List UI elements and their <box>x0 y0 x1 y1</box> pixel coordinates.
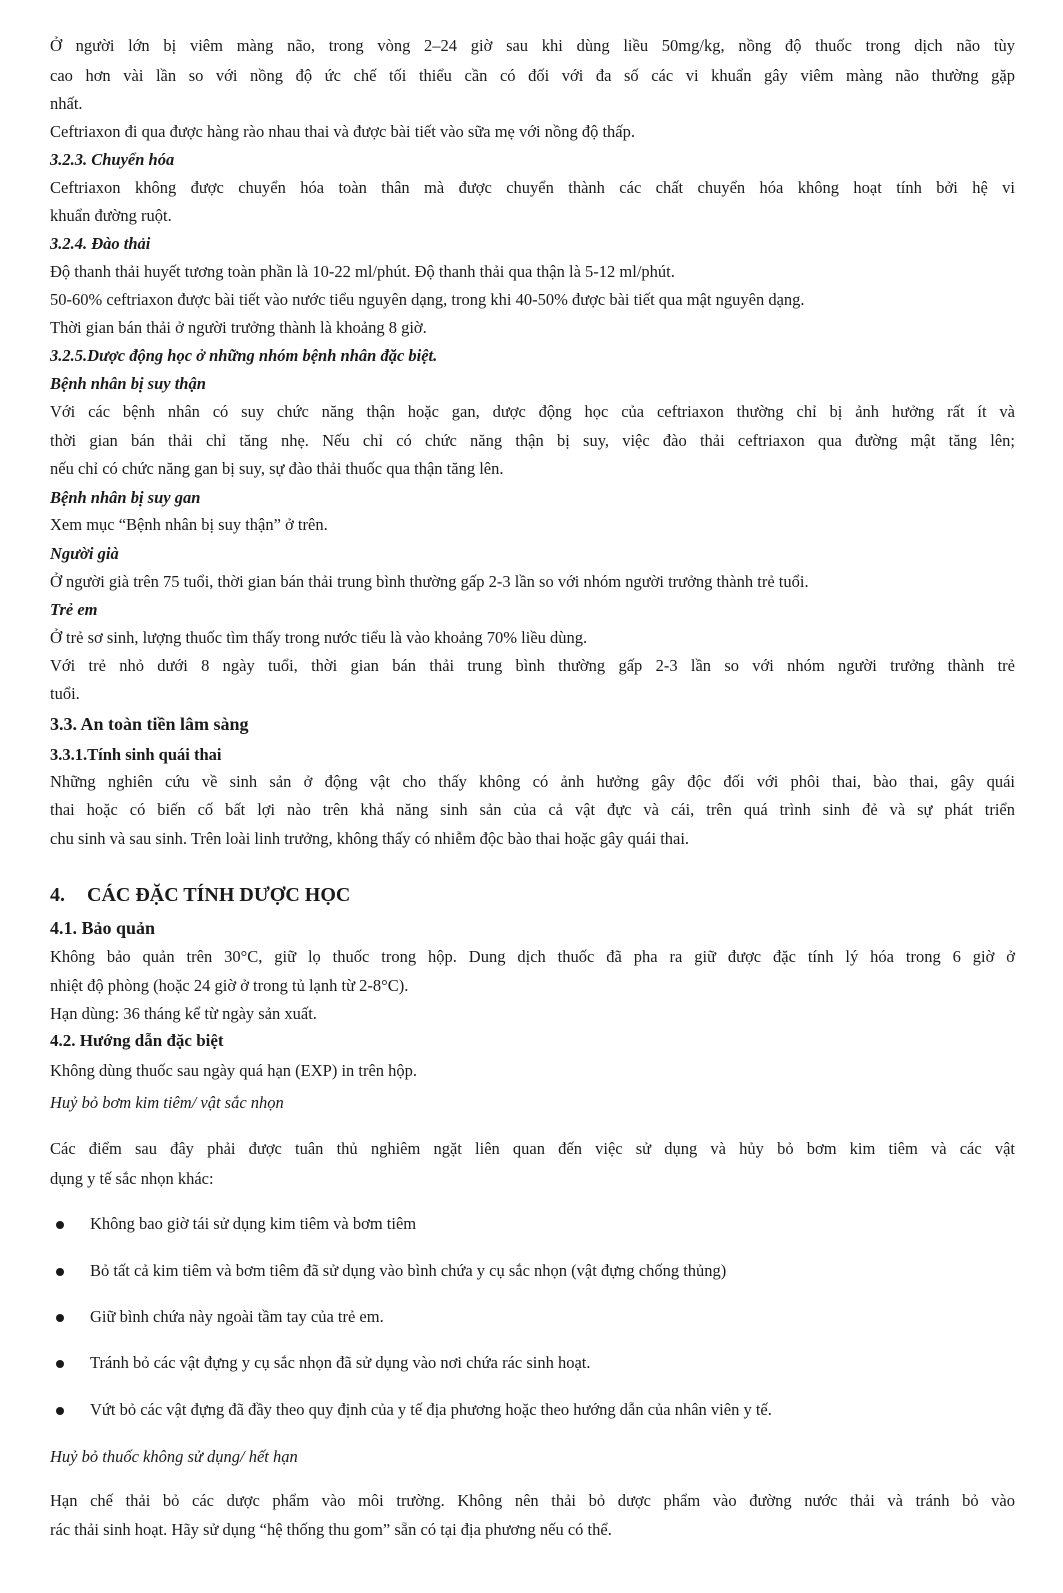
paragraph-line: khuẩn đường ruột. <box>50 206 172 225</box>
section-heading-3-2-3: 3.2.3. Chuyển hóa <box>50 150 175 169</box>
bullet-point <box>56 1360 64 1368</box>
list-item: Giữ bình chứa này ngoài tầm tay của trẻ em. <box>90 1307 384 1326</box>
paragraph-line: Ceftriaxon không được chuyển hóa toàn thân mà được chuyển thành các chất chuyển hóa không hoạt tính bởi hệ vi <box>50 178 1015 197</box>
paragraph-line: Những nghiên cứu về sinh sản ở động vật cho thấy không có ảnh hưởng gây độc đối với phôi thai, bào thai, gây quái <box>50 772 1015 791</box>
bullet-point <box>56 1268 64 1276</box>
paragraph-line: rác thải sinh hoạt. Hãy sử dụng “hệ thống thu gom” sẵn có tại địa phương nếu có thể. <box>50 1520 612 1539</box>
paragraph-line: Không bảo quản trên 30°C, giữ lọ thuốc trong hộp. Dung dịch thuốc đã pha ra giữ được đặc tính lý hóa trong 6 giờ ở <box>50 947 1015 966</box>
paragraph-line: cao hơn vài lần so với nồng độ ức chế tối thiểu cần có đối với đa số các vi khuẩn gây viêm màng não thường gặp <box>50 66 1015 85</box>
paragraph-line: nếu chỉ có chức năng gan bị suy, sự đào thải thuốc qua thận tăng lên. <box>50 459 504 478</box>
section-heading-3-2-5: 3.2.5.Dược động học ở những nhóm bệnh nhân đặc biệt. <box>50 346 438 365</box>
section-number-4: 4. <box>50 884 65 906</box>
paragraph-line: Hạn dùng: 36 tháng kể từ ngày sản xuất. <box>50 1004 317 1023</box>
section-heading-3-2-4: 3.2.4. Đào thải <box>50 234 151 253</box>
paragraph-line: chu sinh và sau sinh. Trên loài linh trưởng, không thấy có nhiễm độc bào thai hoặc gây quái thai. <box>50 829 690 848</box>
section-heading-3-3-1: 3.3.1.Tính sinh quái thai <box>50 745 222 764</box>
subheading-drug-disposal: Huỷ bỏ thuốc không sử dụng/ hết hạn <box>50 1447 298 1466</box>
paragraph-line: Độ thanh thải huyết tương toàn phần là 10-22 ml/phút. Độ thanh thải qua thận là 5-12 ml/phút. <box>50 262 675 281</box>
subheading-children: Trẻ em <box>50 600 98 619</box>
list-item: Vứt bỏ các vật đựng đã đầy theo quy định của y tế địa phương hoặc theo hướng dẫn của nhân viên y tế. <box>90 1400 772 1419</box>
paragraph-line: Với các bệnh nhân có suy chức năng thận hoặc gan, dược động học của ceftriaxon thường chỉ bị ảnh hưởng rất ít và <box>50 402 1015 421</box>
subheading-kidney: Bệnh nhân bị suy thận <box>50 374 206 393</box>
bullet-point <box>56 1407 64 1415</box>
paragraph-line: Ở trẻ sơ sinh, lượng thuốc tìm thấy trong nước tiểu là vào khoảng 70% liều dùng. <box>50 628 588 647</box>
list-item: Tránh bỏ các vật đựng y cụ sắc nhọn đã sử dụng vào nơi chứa rác sinh hoạt. <box>90 1353 591 1372</box>
paragraph-line: tuổi. <box>50 684 80 703</box>
subheading-elderly: Người già <box>50 544 119 563</box>
paragraph-line: Ở người già trên 75 tuổi, thời gian bán thải trung bình thường gấp 2-3 lần so với nhóm người trưởng thành trẻ tuổi. <box>50 572 809 591</box>
paragraph-line: Các điểm sau đây phải được tuân thủ nghiêm ngặt liên quan đến việc sử dụng và hủy bỏ bơm kim tiêm và các vật <box>50 1139 1015 1158</box>
paragraph-line: nhiệt độ phòng (hoặc 24 giờ ở trong tủ lạnh từ 2-8°C). <box>50 976 409 995</box>
bullet-point <box>56 1314 64 1322</box>
paragraph-line: nhất. <box>50 94 83 113</box>
paragraph-line: Không dùng thuốc sau ngày quá hạn (EXP) in trên hộp. <box>50 1061 418 1080</box>
bullet-point <box>56 1221 64 1229</box>
subheading-liver: Bệnh nhân bị suy gan <box>50 488 201 507</box>
section-heading-4-1: 4.1. Bảo quản <box>50 918 156 938</box>
list-item: Bỏ tất cả kim tiêm và bơm tiêm đã sử dụng vào bình chứa y cụ sắc nhọn (vật đựng chống thủng) <box>90 1261 727 1280</box>
list-item: Không bao giờ tái sử dụng kim tiêm và bơm tiêm <box>90 1214 417 1233</box>
paragraph-line: Ceftriaxon đi qua được hàng rào nhau thai và được bài tiết vào sữa mẹ với nồng độ thấp. <box>50 122 635 141</box>
paragraph-line: dụng y tế sắc nhọn khác: <box>50 1169 214 1188</box>
paragraph-line: Xem mục “Bệnh nhân bị suy thận” ở trên. <box>50 515 328 534</box>
subheading-sharps-disposal: Huỷ bỏ bơm kim tiêm/ vật sắc nhọn <box>50 1093 284 1112</box>
paragraph-line: Ở người lớn bị viêm màng não, trong vòng 2–24 giờ sau khi dùng liều 50mg/kg, nồng độ thuốc trong dịch não tùy <box>50 36 1015 55</box>
section-heading-4: CÁC ĐẶC TÍNH DƯỢC HỌC <box>87 884 351 906</box>
paragraph-line: Với trẻ nhỏ dưới 8 ngày tuổi, thời gian bán thải trung bình thường gấp 2-3 lần so với nhóm người trưởng thành trẻ <box>50 656 1015 675</box>
paragraph-line: Hạn chế thải bỏ các dược phẩm vào môi trường. Không nên thải bỏ dược phẩm vào đường nước thải và tránh bỏ vào <box>50 1491 1015 1510</box>
paragraph-line: thời gian bán thải chỉ tăng nhẹ. Nếu chỉ có chức năng thận bị suy, việc đào thải ceftriaxon qua đường mật tăng lên; <box>50 431 1015 450</box>
paragraph-line: Thời gian bán thải ở người trưởng thành là khoảng 8 giờ. <box>50 318 427 337</box>
section-heading-3-3: 3.3. An toàn tiền lâm sàng <box>50 714 249 734</box>
paragraph-line: 50-60% ceftriaxon được bài tiết vào nước tiểu nguyên dạng, trong khi 40-50% được bài tiết qua mật nguyên dạng. <box>50 290 805 309</box>
section-heading-4-2: 4.2. Hướng dẫn đặc biệt <box>50 1031 224 1050</box>
paragraph-line: thai hoặc có biến cố bất lợi nào trên khả năng sinh sản của cả vật đực và cái, trên quá trình sinh đẻ và sự phát triển <box>50 800 1015 819</box>
